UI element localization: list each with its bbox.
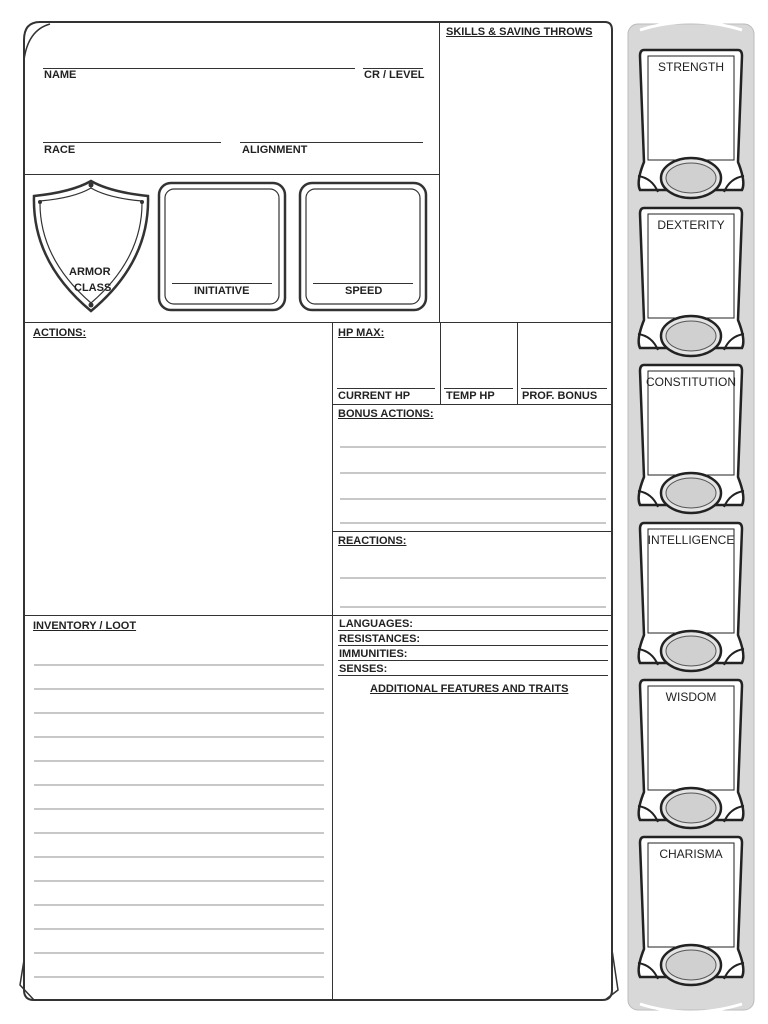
resistances-line[interactable] (338, 645, 608, 646)
hp-bottom-divider (332, 404, 612, 405)
ability-label-strength: STRENGTH (658, 60, 724, 74)
inventory-line[interactable] (34, 952, 324, 954)
inventory-line[interactable] (34, 688, 324, 690)
bonus-actions-line[interactable] (340, 472, 606, 474)
inventory-line[interactable] (34, 856, 324, 858)
initiative-line (172, 283, 272, 284)
name-label: NAME (44, 69, 77, 81)
initiative-label: INITIATIVE (194, 285, 250, 297)
senses-label: SENSES: (339, 663, 388, 675)
ability-label-wisdom: WISDOM (665, 690, 717, 704)
race-line[interactable] (43, 142, 221, 143)
inventory-line[interactable] (34, 784, 324, 786)
bonus-bottom-divider (332, 531, 612, 532)
temp-hp-label: TEMP HP (446, 390, 495, 402)
resistances-label: RESISTANCES: (339, 633, 421, 645)
hp-divider-1 (440, 322, 441, 404)
reactions-line[interactable] (340, 606, 606, 608)
ability-label-dexterity: DEXTERITY (657, 218, 725, 232)
prof-bonus-line[interactable] (521, 388, 607, 389)
name-line[interactable] (43, 68, 355, 69)
actions-bottom-divider (24, 615, 612, 616)
ability-label-constitution: CONSTITUTION (646, 375, 736, 389)
immunities-label: IMMUNITIES: (339, 648, 408, 660)
ability-label-charisma: CHARISMA (659, 847, 723, 861)
inventory-line[interactable] (34, 712, 324, 714)
inventory-line[interactable] (34, 976, 324, 978)
inventory-line[interactable] (34, 664, 324, 666)
center-divider (332, 322, 333, 1000)
bonus-actions-line[interactable] (340, 498, 606, 500)
bonus-actions-line[interactable] (340, 522, 606, 524)
senses-line[interactable] (338, 675, 608, 676)
current-hp-line[interactable] (337, 388, 435, 389)
alignment-label: ALIGNMENT (242, 144, 308, 156)
reactions-line[interactable] (340, 577, 606, 579)
skills-divider (439, 22, 440, 323)
inventory-line[interactable] (34, 832, 324, 834)
top-section-divider (24, 322, 612, 323)
inventory-line[interactable] (34, 760, 324, 762)
languages-label: LANGUAGES: (339, 618, 413, 630)
prof-bonus-label: PROF. BONUS (522, 390, 598, 402)
bonus-actions-label: BONUS ACTIONS: (338, 408, 434, 420)
race-label: RACE (44, 144, 76, 156)
languages-line[interactable] (338, 630, 608, 631)
additional-features-label: ADDITIONAL FEATURES AND TRAITS (370, 683, 569, 695)
identity-divider (24, 174, 440, 175)
hp-max-label: HP MAX: (338, 327, 385, 339)
inventory-line[interactable] (34, 904, 324, 906)
speed-line (313, 283, 413, 284)
current-hp-label: CURRENT HP (338, 390, 411, 402)
immunities-line[interactable] (338, 660, 608, 661)
bonus-actions-line[interactable] (340, 446, 606, 448)
skills-label: SKILLS & SAVING THROWS (446, 26, 593, 38)
armor-class-label-1: ARMOR (69, 266, 111, 278)
armor-class-label-2: CLASS (74, 282, 112, 294)
inventory-line[interactable] (34, 808, 324, 810)
inventory-line[interactable] (34, 928, 324, 930)
alignment-line[interactable] (240, 142, 423, 143)
actions-label: ACTIONS: (33, 327, 87, 339)
speed-label: SPEED (345, 285, 383, 297)
ability-label-intelligence: INTELLIGENCE (647, 533, 735, 547)
cr-level-label: CR / LEVEL (364, 69, 425, 81)
inventory-line[interactable] (34, 880, 324, 882)
inventory-line[interactable] (34, 736, 324, 738)
temp-hp-line[interactable] (444, 388, 513, 389)
reactions-label: REACTIONS: (338, 535, 407, 547)
inventory-label: INVENTORY / LOOT (33, 620, 137, 632)
hp-divider-2 (517, 322, 518, 404)
